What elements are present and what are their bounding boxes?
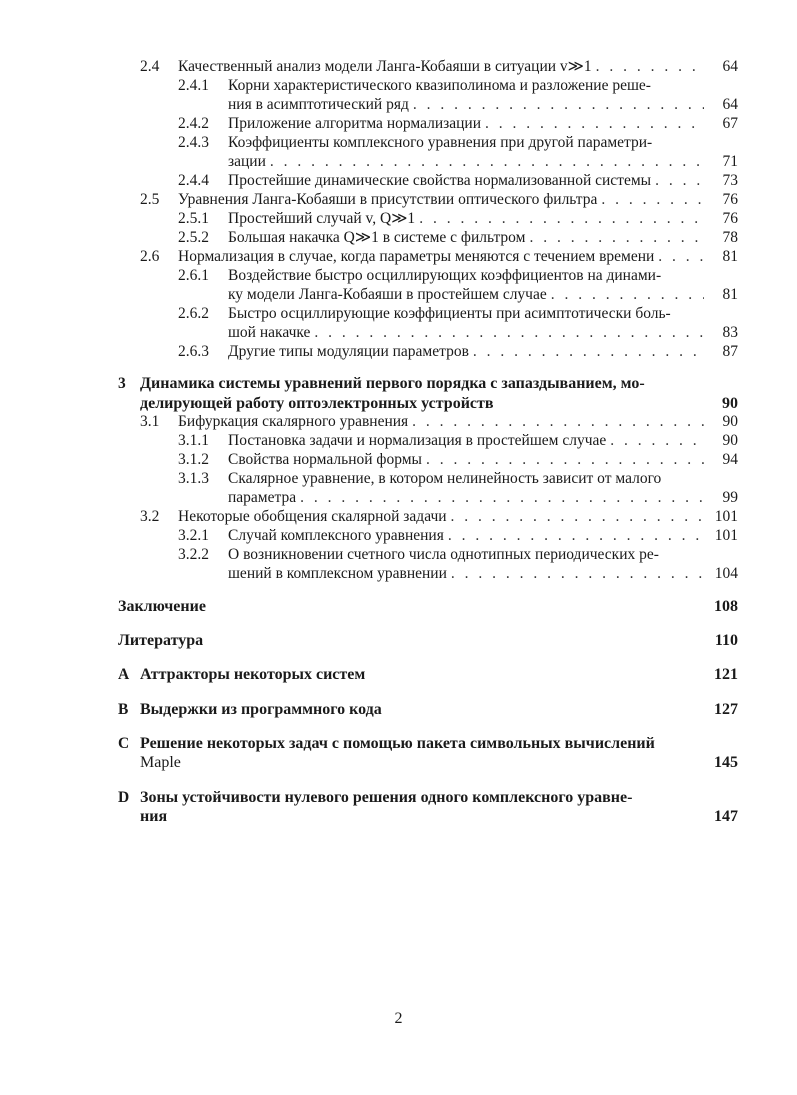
page-ref: 83 (722, 324, 738, 341)
section-number: 3.1.1 (178, 432, 209, 449)
leader-dots (314, 324, 704, 342)
section-number: 2.4.2 (178, 115, 209, 132)
page-ref: 76 (722, 210, 738, 227)
leader-dots (448, 527, 704, 545)
leader-dots (473, 343, 704, 361)
section-title-line-2: шений в комплексном уравнении (228, 565, 447, 582)
leader-dots (655, 172, 704, 190)
section-title: Случай комплексного уравнения (228, 527, 444, 544)
section-title: Некоторые обобщения скалярной задачи (178, 508, 447, 525)
section-title-line-2: параметра (228, 489, 297, 506)
section-title-line-1: Коэффициенты комплексного уравнения при другой параметри- (228, 134, 653, 151)
section-number: 2.5.2 (178, 229, 209, 246)
section-title: Большая накачка Q≫1 в системе с фильтром (228, 229, 526, 246)
section-number: 2.4 (140, 58, 160, 75)
section-title-line-1: О возникновении счетного числа однотипных периодических ре- (228, 546, 659, 563)
page-ref: 81 (722, 248, 738, 265)
page-ref: 104 (714, 565, 738, 582)
page-ref: 108 (714, 598, 738, 615)
section-number: 2.4.4 (178, 172, 209, 189)
section-title: Бифуркация скалярного уравнения (178, 413, 409, 430)
leader-dots (270, 153, 704, 171)
appendix-letter: C (118, 735, 130, 752)
section-number: 2.5 (140, 191, 160, 208)
section-number: 2.6.3 (178, 343, 209, 360)
section-title: Качественный анализ модели Ланга-Кобаяши в ситуации v≫1 (178, 58, 592, 75)
section-title-line-2: зации (228, 153, 266, 170)
section-title: Простейший случай v, Q≫1 (228, 210, 416, 227)
page-ref: 87 (722, 343, 738, 360)
section-title-line-1: Воздействие быстро осциллирующих коэффициентов на динами- (228, 267, 662, 284)
chapter-title: Выдержки из программного кода (140, 701, 382, 718)
page-ref: 99 (722, 489, 738, 506)
section-title: Свойства нормальной формы (228, 451, 422, 468)
section-title: Нормализация в случае, когда параметры меняются с течением времени (178, 248, 655, 265)
page-ref: 78 (722, 229, 738, 246)
section-title-line-1: Быстро осциллирующие коэффициенты при асимптотически боль- (228, 305, 671, 322)
leader-dots (485, 115, 704, 133)
page-ref: 64 (722, 58, 738, 75)
leader-dots (551, 286, 704, 304)
page-ref: 76 (722, 191, 738, 208)
chapter-number: 3 (118, 375, 126, 392)
page-ref: 101 (714, 527, 738, 544)
page-ref: 73 (722, 172, 738, 189)
section-title: Другие типы модуляции параметров (228, 343, 469, 360)
section-title: Уравнения Ланга-Кобаяши в присутствии оптического фильтра (178, 191, 598, 208)
leader-dots (300, 489, 704, 507)
leader-dots (610, 432, 704, 450)
appendix-letter: B (118, 701, 129, 718)
page-ref: 81 (722, 286, 738, 303)
section-title-line-1: Скалярное уравнение, в котором нелинейность зависит от малого (228, 470, 662, 487)
section-number: 3.2.2 (178, 546, 209, 563)
page-ref: 94 (722, 451, 738, 468)
section-title-line-2: ку модели Ланга-Кобаяши в простейшем случае (228, 286, 547, 303)
page-ref: 90 (722, 432, 738, 449)
section-title-line-2: ния в асимптотический ряд (228, 96, 409, 113)
appendix-letter: A (118, 666, 130, 683)
page-ref: 67 (722, 115, 738, 132)
leader-dots (451, 508, 704, 526)
page-ref: 121 (714, 666, 738, 683)
section-number: 3.1.3 (178, 470, 209, 487)
section-title: Постановка задачи и нормализация в простейшем случае (228, 432, 607, 449)
section-number: 2.5.1 (178, 210, 209, 227)
section-title: Приложение алгоритма нормализации (228, 115, 482, 132)
appendix-letter: D (118, 789, 130, 806)
section-title-line-2: шой накачке (228, 324, 311, 341)
section-number: 2.6 (140, 248, 160, 265)
page-ref: 71 (722, 153, 738, 170)
section-title-line-1: Корни характеристического квазиполинома и разложение реше- (228, 77, 651, 94)
section-number: 3.2.1 (178, 527, 209, 544)
leader-dots (451, 565, 704, 583)
chapter-title-line-2: делирующей работу оптоэлектронных устройств (140, 395, 494, 412)
page-ref: 64 (722, 96, 738, 113)
chapter-title-line-2: ния (140, 808, 168, 825)
section-number: 3.2 (140, 508, 160, 525)
leader-dots (596, 58, 704, 76)
leader-dots (419, 210, 704, 228)
chapter-title-line-1: Зоны устойчивости нулевого решения одного комплексного уравне- (140, 789, 633, 806)
page-ref: 145 (714, 754, 738, 771)
leader-dots (529, 229, 704, 247)
section-number: 2.6.2 (178, 305, 209, 322)
section-title: Простейшие динамические свойства нормализованной системы (228, 172, 652, 189)
page-ref: 110 (714, 632, 738, 649)
page-ref: 147 (714, 808, 738, 825)
leader-dots (601, 191, 704, 209)
chapter-title-line-2: Maple (140, 754, 181, 771)
leader-dots (426, 451, 704, 469)
page-ref: 90 (722, 395, 738, 412)
leader-dots (658, 248, 704, 266)
section-number: 3.1 (140, 413, 160, 430)
page-ref: 127 (714, 701, 738, 718)
section-number: 2.4.3 (178, 134, 209, 151)
chapter-title-line-1: Решение некоторых задач с помощью пакета символьных вычислений (140, 735, 655, 752)
section-number: 2.4.1 (178, 77, 209, 94)
chapter-title: Заключение (118, 598, 206, 615)
leader-dots (412, 413, 704, 431)
chapter-title: Аттракторы некоторых систем (140, 666, 366, 683)
chapter-title-line-1: Динамика системы уравнений первого порядка с запаздыванием, мо- (140, 375, 645, 392)
page-number: 2 (394, 1010, 403, 1027)
leader-dots (413, 96, 704, 114)
page-ref: 101 (714, 508, 738, 525)
chapter-title: Литература (118, 632, 204, 649)
section-number: 2.6.1 (178, 267, 209, 284)
section-number: 3.1.2 (178, 451, 209, 468)
page-ref: 90 (722, 413, 738, 430)
